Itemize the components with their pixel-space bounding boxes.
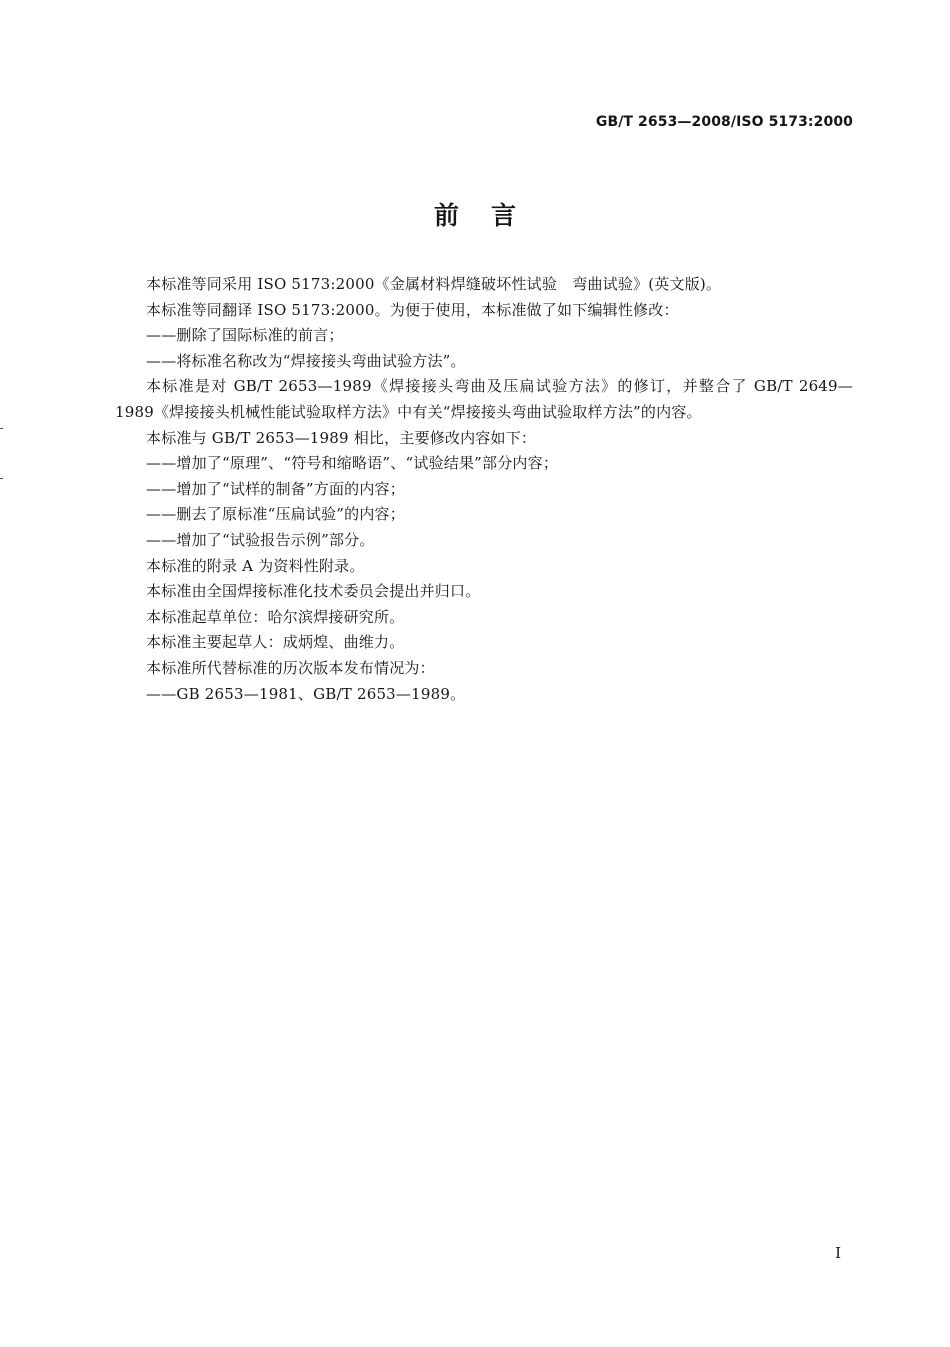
list-item: ——删去了原标准“压扁试验”的内容； <box>146 505 405 524</box>
list-item: ——GB 2653—1981、GB/T 2653—1989。 <box>146 684 466 703</box>
paragraph: 本标准所代替标准的历次版本发布情况为： <box>146 658 435 677</box>
paragraph: 本标准是对 GB/T 2653—1989《焊接接头弯曲及压扁试验方法》的修订，并整合了 GB/T 2649—1989《焊接接头机械性能试验取样方法》中有关“焊接接头弯曲试验取样方法”的内容。 <box>115 377 853 421</box>
scan-margin-mark <box>0 428 3 429</box>
list-item: ——增加了“试验报告示例”部分。 <box>146 530 375 549</box>
list-item: ——将标准名称改为“焊接接头弯曲试验方法”。 <box>146 351 466 370</box>
list-item: ——增加了“原理”、“符号和缩略语”、“试验结果”部分内容； <box>146 454 559 473</box>
page-title: 前言 <box>433 201 548 230</box>
standard-number: GB/T 2653—2008/ISO 5173:2000 <box>595 114 853 130</box>
foreword-body <box>115 272 853 707</box>
paragraph: 本标准由全国焊接标准化技术委员会提出并归口。 <box>146 582 481 601</box>
paragraph: 本标准的附录 A 为资料性附录。 <box>146 556 365 575</box>
scan-margin-mark <box>0 478 3 479</box>
page-number: I <box>835 1244 841 1262</box>
paragraph: 本标准等同采用 ISO 5173:2000《金属材料焊缝破坏性试验 弯曲试验》(英文版)。 <box>146 275 722 293</box>
paragraph: 本标准与 GB/T 2653—1989 相比，主要修改内容如下： <box>146 428 537 447</box>
list-item: ——删除了国际标准的前言； <box>146 326 344 345</box>
list-item: ——增加了“试样的制备”方面的内容； <box>146 479 405 498</box>
paragraph: 本标准主要起草人：成炳煌、曲维力。 <box>146 633 405 652</box>
paragraph: 本标准等同翻译 ISO 5173:2000。为便于使用，本标准做了如下编辑性修改： <box>146 300 679 319</box>
paragraph: 本标准起草单位：哈尔滨焊接研究所。 <box>146 607 405 626</box>
